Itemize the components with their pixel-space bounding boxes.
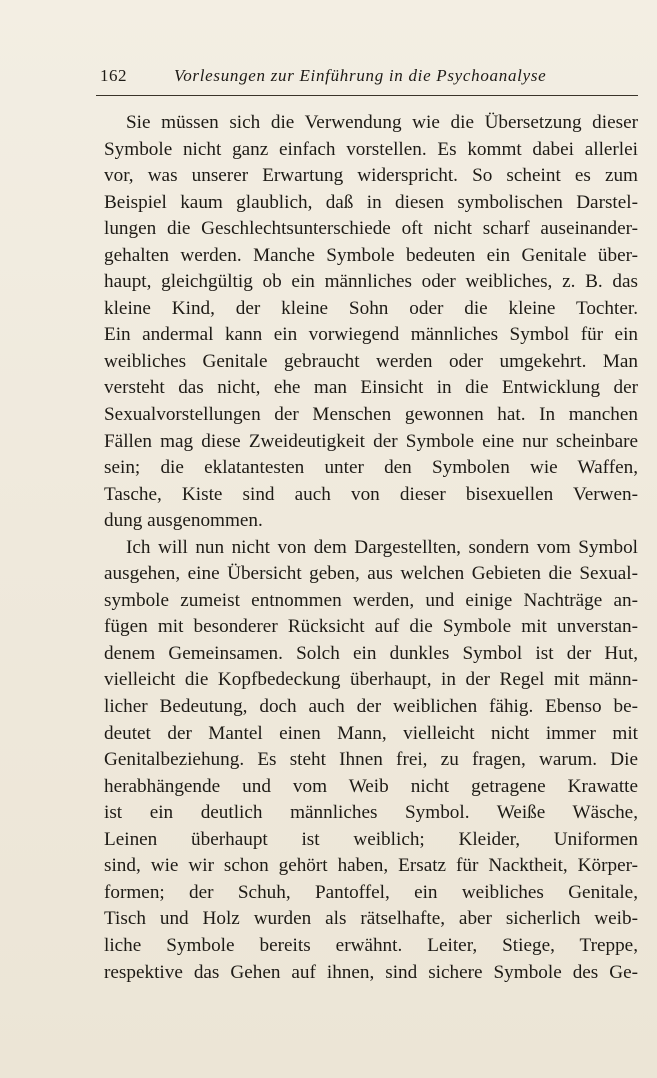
text-line: symbole zumeist entnommen werden, und einige Nachträge an- <box>104 589 638 611</box>
text-line: herabhängende und vom Weib nicht getragene Krawatte <box>104 775 638 797</box>
text-line: Tasche, Kiste sind auch von dieser bisexuellen Verwen- <box>104 483 638 505</box>
text-line: ist ein deutlich männliches Symbol. Weiße Wäsche, <box>104 802 638 824</box>
text-line: vor, was unserer Erwartung widerspricht. So scheint es zum <box>104 165 638 187</box>
text-line: haupt, gleichgültig ob ein männliches oder weibliches, z. B. das <box>104 271 638 293</box>
text-line: deutet der Mantel einen Mann, vielleicht nicht immer mit <box>104 722 638 744</box>
text-line: sein; die eklatantesten unter den Symbolen wie Waffen, <box>104 457 638 479</box>
text-line: vielleicht die Kopfbedeckung überhaupt, in der Regel mit männ- <box>104 669 638 691</box>
text-line: formen; der Schuh, Pantoffel, ein weibliches Genitale, <box>104 881 638 903</box>
text-line: Leinen überhaupt ist weiblich; Kleider, Uniformen <box>104 828 638 850</box>
text-line: Symbole nicht ganz einfach vorstellen. Es kommt dabei allerlei <box>104 138 638 160</box>
text-line: dung ausgenommen. <box>104 510 263 532</box>
text-line: liche Symbole bereits erwähnt. Leiter, Stiege, Treppe, <box>104 934 638 956</box>
running-header <box>100 66 640 90</box>
text-line: kleine Kind, der kleine Sohn oder die kleine Tochter. <box>104 297 638 319</box>
text-line: lungen die Geschlechtsunterschiede oft nicht scharf auseinander- <box>104 218 638 240</box>
text-line: gehalten werden. Manche Symbole bedeuten ein Genitale über- <box>104 244 638 266</box>
text-line: licher Bedeutung, doch auch der weiblichen fähig. Ebenso be- <box>104 696 638 718</box>
text-line: weibliches Genitale gebraucht werden oder umgekehrt. Man <box>104 350 638 372</box>
text-line: versteht das nicht, ehe man Einsicht in die Entwicklung der <box>104 377 638 399</box>
text-line: Fällen mag diese Zweideutigkeit der Symbole eine nur scheinbare <box>104 430 638 452</box>
text-line: ausgehen, eine Übersicht geben, aus welchen Gebieten die Sexual- <box>104 563 638 585</box>
text-line: Beispiel kaum glaublich, daß in diesen symbolischen Darstel- <box>104 191 638 213</box>
text-line: Sexualvorstellungen der Menschen gewonnen hat. In manchen <box>104 404 638 426</box>
text-line: respektive das Gehen auf ihnen, sind sichere Symbole des Ge- <box>104 961 638 983</box>
text-line: Ich will nun nicht von dem Dargestellten, sondern vom Symbol <box>126 536 638 558</box>
text-line: denem Gemeinsamen. Solch ein dunkles Symbol ist der Hut, <box>104 642 638 664</box>
text-line: sind, wie wir schon gehört haben, Ersatz für Nacktheit, Körper- <box>104 855 638 877</box>
body-text <box>104 110 638 986</box>
header-rule <box>96 95 638 96</box>
text-line: Sie müssen sich die Verwendung wie die Übersetzung dieser <box>126 112 638 133</box>
text-line: Genitalbeziehung. Es steht Ihnen frei, zu fragen, warum. Die <box>104 749 638 771</box>
text-line: fügen mit besonderer Rücksicht auf die Symbole mit unverstan- <box>104 616 638 638</box>
text-line: Ein andermal kann ein vorwiegend männliches Symbol für ein <box>104 324 638 346</box>
text-line: Tisch und Holz wurden als rätselhafte, aber sicherlich weib- <box>104 908 638 930</box>
page-number: 162 <box>100 66 127 85</box>
running-title: Vorlesungen zur Einführung in die Psychoanalyse <box>174 66 547 85</box>
